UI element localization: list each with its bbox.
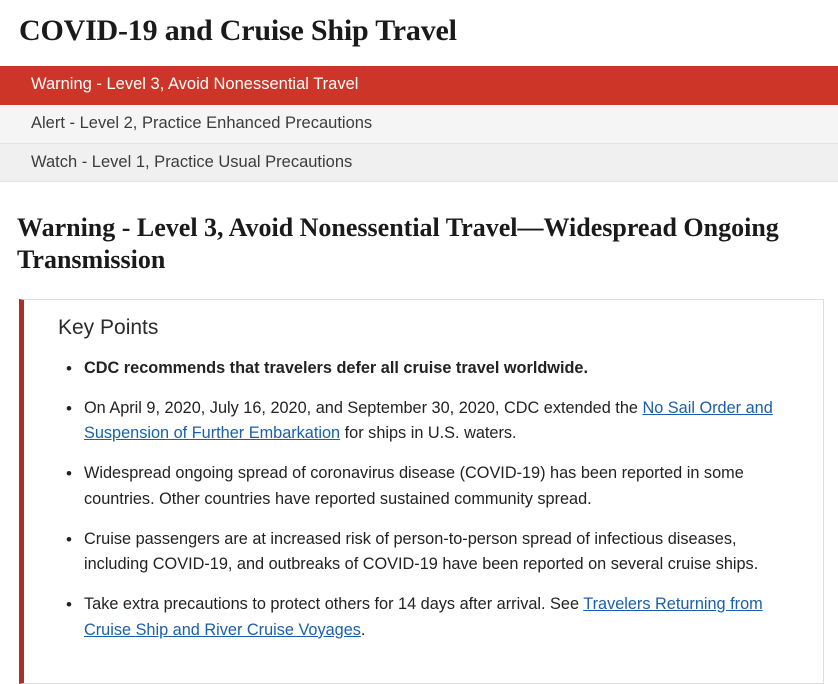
- list-item: [84, 527, 801, 578]
- body-text: for ships in U.S. waters.: [340, 424, 517, 443]
- travel-notice-level-list: [0, 66, 838, 182]
- inline-link[interactable]: No Sail Order and Suspension of Further Embarkation: [84, 398, 773, 443]
- level-item-warning[interactable]: Warning - Level 3, Avoid Nonessential Travel: [0, 66, 838, 105]
- page-title: COVID-19 and Cruise Ship Travel: [19, 14, 457, 47]
- list-item: [84, 592, 801, 643]
- inline-link[interactable]: Travelers Returning from Cruise Ship and River Cruise Voyages: [84, 594, 763, 639]
- level-item-alert[interactable]: Alert - Level 2, Practice Enhanced Precautions: [0, 105, 838, 144]
- section-heading: Warning - Level 3, Avoid Nonessential Travel—Widespread Ongoing Transmission: [17, 213, 779, 275]
- list-item: [84, 396, 801, 447]
- body-text: Take extra precautions to protect others for 14 days after arrival. See: [84, 594, 584, 613]
- level-item-watch[interactable]: Watch - Level 1, Practice Usual Precautions: [0, 144, 838, 183]
- key-points-panel: [19, 299, 824, 684]
- body-text: Cruise passengers are at increased risk of person-to-person spread of infectious diseases, including COVID-19, and outbreaks of COVID-19 have been reported on several cruise ships.: [84, 529, 759, 574]
- emphasized-text: CDC recommends that travelers defer all cruise travel worldwide.: [84, 358, 588, 377]
- list-item: [84, 356, 801, 382]
- key-points-title: Key Points: [58, 315, 159, 339]
- key-points-list: [58, 356, 801, 644]
- body-text: Widespread ongoing spread of coronavirus disease (COVID-19) has been reported in some countries. Other countries have reported sustained community spread.: [84, 464, 744, 508]
- body-text: .: [360, 620, 366, 639]
- body-text: On April 9, 2020, July 16, 2020, and September 30, 2020, CDC extended the: [84, 398, 643, 417]
- list-item: [84, 461, 801, 512]
